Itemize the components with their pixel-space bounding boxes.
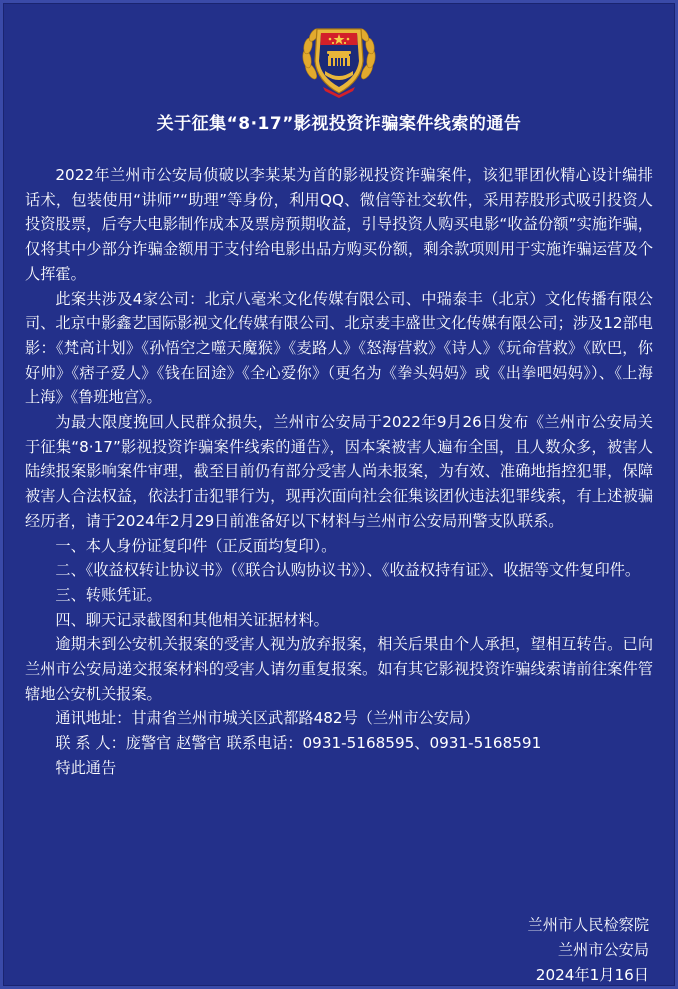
body-paragraph-deadline-notice: 逾期未到公安机关报案的受害人视为放弃报案，相关后果由个人承担，望相互转告。已向兰州市公安局递交报案材料的受害人请勿重复报案。如有其它影视投资诈骗线索请前往案件管辖地公安机关报案。 [25, 635, 653, 703]
notice-body [25, 163, 653, 781]
emblem-container [3, 15, 675, 99]
contact-persons-phone: 联 系 人：庞警官 赵警官 联系电话：0931-5168595、0931-5168591 [55, 734, 542, 753]
body-paragraph-companies-films: 此案共涉及4家公司：北京八毫米文化传媒有限公司、中瑞泰丰（北京）文化传播有限公司、北京中影鑫艺国际影视文化传媒有限公司、北京麦丰盛世文化传媒有限公司；涉及12部电影：《梵高计划》《孙悟空之噬天魔猴》《麦路人》《怒海营救》《诗人》《玩命营救》《欧巴，你好帅》《痞子爱人》《钱在囧途》《全心爱你》（更名为《拳头妈妈》或《出拳吧妈妈》）、《上海上海》《鲁班地宫》。 [25, 289, 653, 407]
material-item-1: 一、本人身份证复印件（正反面均复印）。 [55, 536, 337, 555]
signature-block [528, 913, 650, 988]
material-item-2: 二、《收益权转让协议书》（《联合认购协议书》）、《收益权持有证》、收据等文件复印件。 [55, 561, 641, 580]
material-item-4: 四、聊天记录截图和其他相关证据材料。 [55, 610, 329, 629]
police-emblem-icon [299, 15, 379, 99]
body-paragraph-appeal: 为最大限度挽回人民群众损失，兰州市公安局于2022年9月26日发布《兰州市公安局关于征集“8·17”影视投资诈骗案件线索的通告》，因本案被害人遍布全国，且人数众多，被害人陆续报案影响案件审理，截至目前仍有部分受害人尚未报案，为有效、准确地指控犯罪，保障被害人合法权益，依法打击犯罪行为，现再次面向社会征集该团伙违法犯罪线索，有上述被骗经历者，请于2024年2月29日前准备好以下材料与兰州市公安局刑警支队联系。 [25, 413, 653, 530]
signature-date: 2024年1月16日 [535, 966, 649, 984]
material-item-3: 三、转账凭证。 [55, 585, 162, 604]
notice-title: 关于征集“8·17”影视投资诈骗案件线索的通告 [156, 114, 522, 134]
signature-org-police: 兰州市公安局 [557, 941, 649, 959]
closing-line: 特此通告 [55, 758, 117, 777]
contact-address: 通讯地址：甘肃省兰州市城关区武都路482号（兰州市公安局） [55, 709, 480, 728]
signature-org-procuratorate: 兰州市人民检察院 [527, 916, 649, 934]
body-paragraph-case-summary: 2022年兰州市公安局侦破以李某某为首的影视投资诈骗案件，该犯罪团伙精心设计编排话术，包装使用“讲师”“助理”等身份，利用QQ、微信等社交软件，采用荐股形式吸引投资人投资股票，后夸大电影制作成本及票房预期收益，引导投资人购买电影“收益份额”实施诈骗，仅将其中少部分诈骗金额用于支付给电影出品方购买份额，剩余款项则用于实施诈骗运营及个人挥霍。 [25, 166, 653, 283]
